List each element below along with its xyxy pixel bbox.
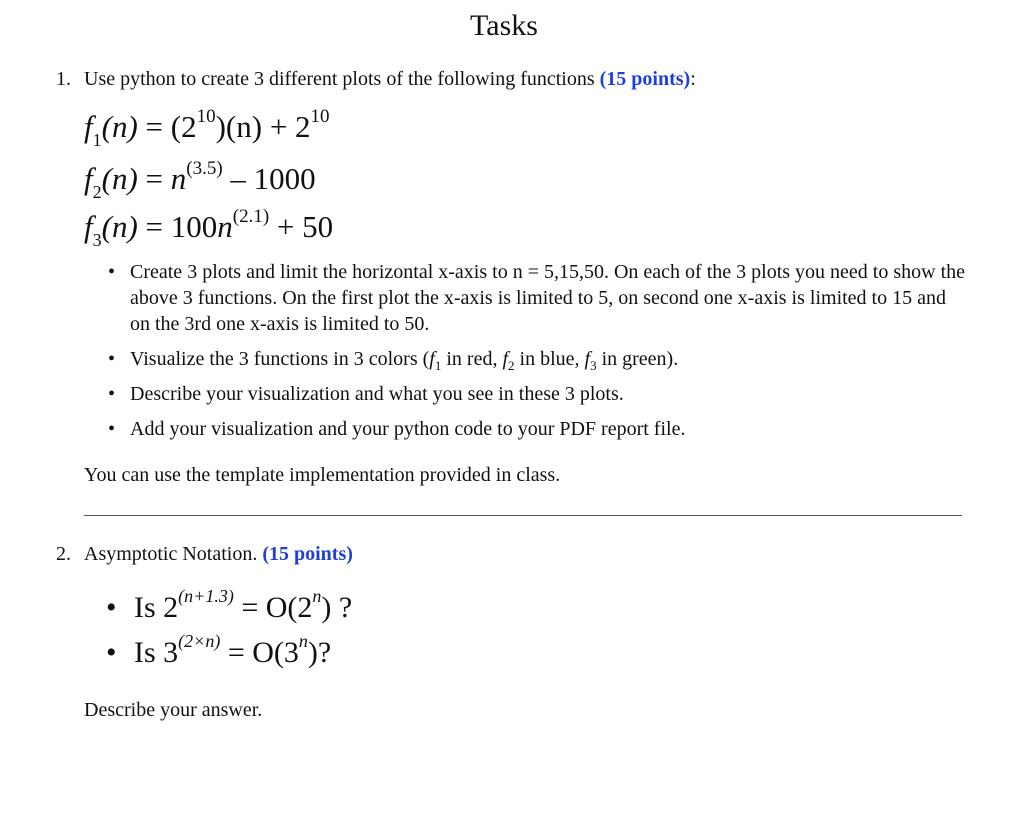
question-1: • Is $2^{(n+1.3)} = O(2^n)$ ? bbox=[106, 589, 352, 627]
bullet-create-plots: • Create 3 plots and limit the horizontal x-axis to n = 5,15,50. On each of the 3 plots you need to show the above 3 functions. On the first plot the x-axis is limited to 5, on second one x-axis is limited to 15 and on the 3rd one x-axis is limited to 50. bbox=[108, 259, 970, 337]
section-divider bbox=[84, 515, 962, 516]
equation-f2: $f_2(n) = n^{(3.5)} - 1000$ bbox=[84, 157, 316, 203]
task-1-bullets bbox=[108, 259, 970, 442]
equation-f1: $f_1(n) = (2^{10})(n) + 2^{10}$ bbox=[84, 105, 330, 151]
task-2-note: Describe your answer. bbox=[84, 699, 263, 721]
task-2-heading bbox=[56, 541, 353, 567]
task-2-points: (15 points) bbox=[262, 543, 353, 565]
task-1-number: 1. bbox=[56, 68, 71, 90]
page-title: Tasks bbox=[470, 9, 538, 42]
question-2: • Is $3^{(2\times n)} = O(3^n)$? bbox=[106, 634, 352, 672]
bullet-visualize-colors: • Visualize the 3 functions in 3 colors ($f_1$ in red, $f_2$ in blue, $f_3$ in green). bbox=[108, 346, 970, 372]
task-1-note: You can use the template implementation provided in class. bbox=[84, 464, 561, 486]
task-2-questions bbox=[106, 586, 353, 672]
task-1-text: Use python to create 3 different plots of the following functions bbox=[84, 68, 595, 90]
bullet-describe: • Describe your visualization and what you see in these 3 plots. bbox=[108, 381, 970, 407]
equation-f3: $f_3(n) = 100n^{(2.1)} + 50$ bbox=[84, 205, 334, 251]
task-1-points: (15 points) bbox=[599, 68, 691, 90]
task-1-suffix: : bbox=[690, 68, 696, 90]
task-1-heading bbox=[56, 66, 696, 92]
task-2-text: Asymptotic Notation. bbox=[84, 543, 258, 565]
bullet-add-report: • Add your visualization and your python code to your PDF report file. bbox=[108, 416, 970, 442]
task-2-number: 2. bbox=[56, 543, 71, 565]
